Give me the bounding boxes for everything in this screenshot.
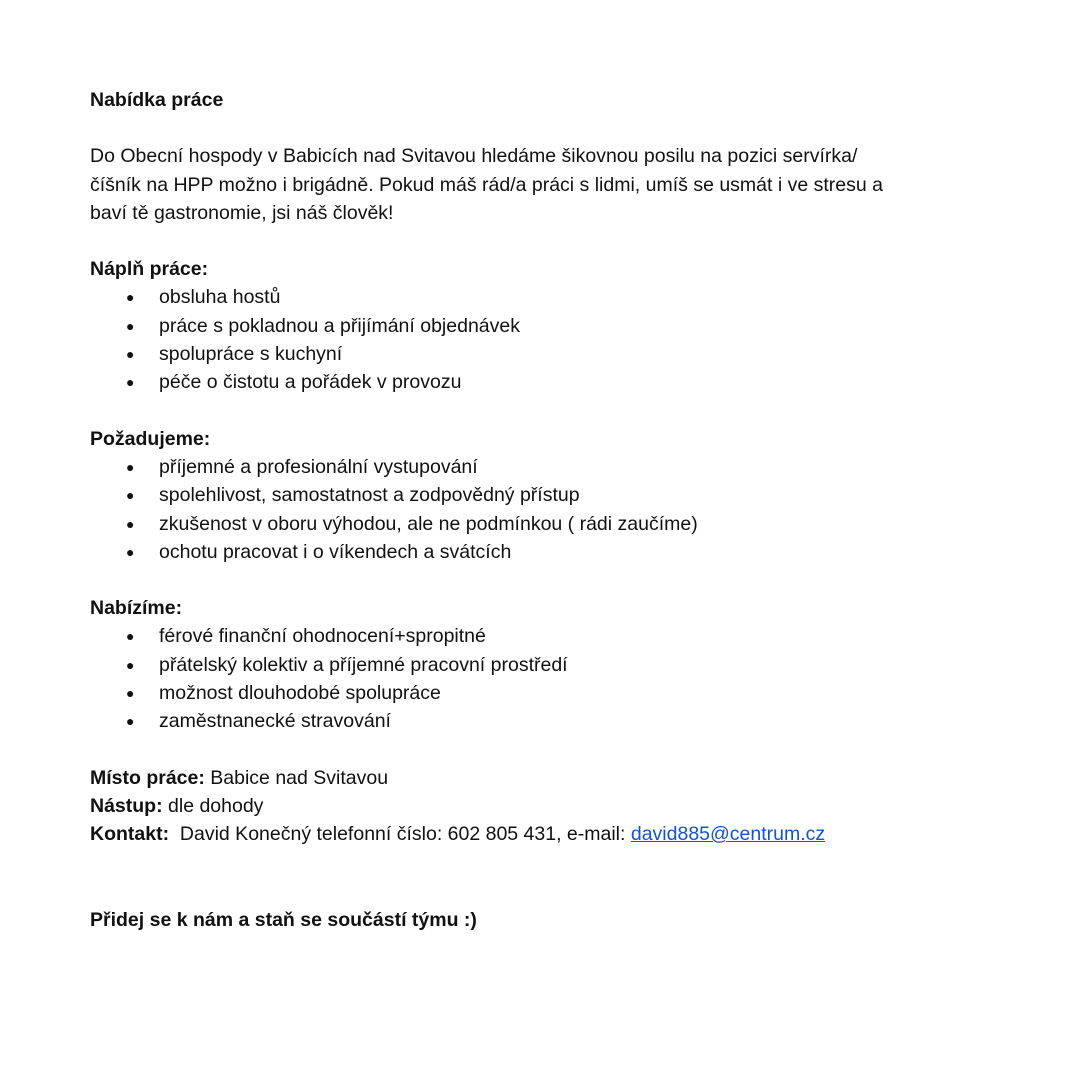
contact [90,820,990,848]
section-benefits [90,594,990,735]
intro-line-1: Do Obecní hospody v Babicích nad Svitavou hledáme šikovnou posilu na pozici servírka/ [90,145,858,168]
intro-line-2: číšník na HPP možno i brigádně. Pokud máš rád/a práci s lidmi, umíš se usmát i ve stresu a [90,173,883,196]
section-heading: Náplň práce: [90,258,209,281]
list-item-text: péče o čistotu a pořádek v provozu [159,371,462,394]
contact-email-link[interactable]: david885@centrum.cz [630,823,826,846]
section-requirements [90,425,990,566]
work-location-value: Babice nad Svitavou [204,766,389,789]
requirements-list [90,453,990,566]
bullet-icon: ● [126,713,135,730]
list-item [90,340,990,368]
bullet-icon: ● [126,317,135,334]
list-item [90,481,990,509]
intro-paragraph [90,142,990,227]
list-item [90,707,990,735]
list-item [90,368,990,396]
bullet-icon: ● [126,685,135,702]
list-item-text: zaměstnanecké stravování [159,710,391,733]
list-item [90,453,990,481]
benefits-list [90,622,990,735]
list-item-text: obsluha hostů [159,286,281,309]
list-item [90,312,990,340]
job-offer-document [90,86,990,934]
closing-line: Přidej se k nám a staň se součástí týmu :) [90,908,477,931]
start-date-label: Nástup: [90,794,163,817]
bullet-icon: ● [126,374,135,391]
bullet-icon: ● [126,515,135,532]
list-item-text: spolupráce s kuchyní [159,343,343,366]
document-title: Nabídka práce [90,89,224,111]
start-date-value: dle dohody [162,794,264,817]
bullet-icon: ● [126,458,135,475]
contact-label: Kontakt: [90,823,170,846]
list-item [90,622,990,650]
section-job-duties [90,255,990,396]
work-location-label: Místo práce: [90,766,205,789]
list-item [90,679,990,707]
start-date [90,792,990,820]
bullet-icon: ● [126,289,135,306]
duties-list [90,283,990,396]
list-item [90,538,990,566]
list-item-text: ochotu pracovat i o víkendech a svátcích [159,540,512,563]
list-item-text: práce s pokladnou a přijímání objednávek [159,314,520,337]
bullet-icon: ● [126,487,135,504]
list-item-text: možnost dlouhodobé spolupráce [159,682,441,705]
intro-line-3: baví tě gastronomie, jsi náš člověk! [90,201,394,224]
bullet-icon: ● [126,543,135,560]
list-item-text: příjemné a profesionální vystupování [159,455,478,478]
bullet-icon: ● [126,656,135,673]
section-heading: Nabízíme: [90,597,183,620]
work-location [90,764,990,792]
section-heading: Požadujeme: [90,427,211,450]
list-item [90,651,990,679]
list-item-text: přátelský kolektiv a příjemné pracovní prostředí [159,653,568,676]
contact-details: David Konečný telefonní číslo: 602 805 431, e-mail: [169,823,631,846]
bullet-icon: ● [126,628,135,645]
list-item-text: zkušenost v oboru výhodou, ale ne podmínkou ( rádi zaučíme) [159,512,698,535]
list-item-text: férové finanční ohodnocení+spropitné [159,625,486,648]
job-info [90,764,990,849]
bullet-icon: ● [126,346,135,363]
list-item [90,283,990,311]
list-item [90,510,990,538]
list-item-text: spolehlivost, samostatnost a zodpovědný přístup [159,484,580,507]
